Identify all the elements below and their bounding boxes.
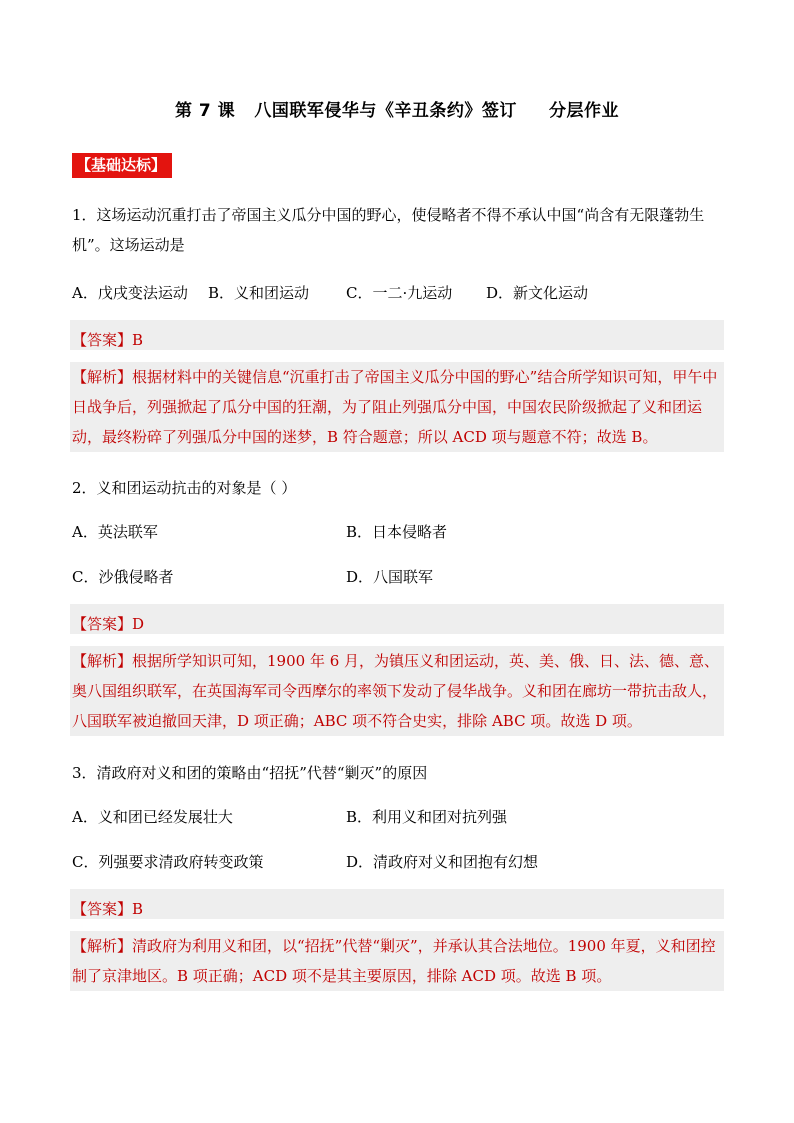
- explanation-text: 清政府为利用义和团，以“招抚”代替“剿灭”，并承认其合法地位。1900 年夏，义和团控制了京津地区。B 项正确；ACD 项不是其主要原因，排除 ACD 项。故选 B 项。: [72, 937, 716, 985]
- question-3-option-b: B．利用义和团对抗列强: [346, 808, 508, 826]
- question-2-option-c: C．沙俄侵略者: [72, 568, 174, 586]
- question-1-stem: 1．这场运动沉重打击了帝国主义瓜分中国的野心，使侵略者不得不承认中国“尚含有无限蓬勃生机”。这场运动是: [72, 206, 705, 254]
- explain-label: 【解析】: [72, 937, 133, 955]
- question-3-stem: 3．清政府对义和团的策略由“招抚”代替“剿灭”的原因: [72, 764, 428, 782]
- question-2-option-d: D．八国联军: [346, 568, 434, 586]
- question-1-solution: [70, 320, 724, 452]
- question-2-stem: 2．义和团运动抗击的对象是（ ）: [72, 479, 297, 497]
- question-1-answer: [70, 320, 724, 350]
- question-2-option-b: B．日本侵略者: [346, 523, 448, 541]
- question-3-explanation: [70, 931, 724, 991]
- answer-label: 【答案】: [72, 900, 133, 918]
- page-title: 第 7 课 八国联军侵华与《辛丑条约》签订 分层作业: [174, 101, 619, 121]
- question-1-option-d: D．新文化运动: [486, 284, 589, 302]
- question-2-solution: [70, 604, 724, 736]
- question-1-option-c: C．一二·九运动: [346, 284, 453, 302]
- question-2-option-a: A．英法联军: [72, 523, 158, 541]
- explain-label: 【解析】: [72, 652, 133, 670]
- explain-label: 【解析】: [72, 368, 133, 386]
- explanation-text: 根据所学知识可知，1900 年 6 月，为镇压义和团运动，英、美、俄、日、法、德、意、奥八国组织联军，在英国海军司令西摩尔的率领下发动了侵华战争。义和团在廊坊一带抗击敌人，八国联军被迫撤回天津，D 项正确；ABC 项不符合史实，排除 ABC 项。故选 D 项。: [72, 652, 720, 730]
- answer-value: B: [132, 900, 144, 918]
- answer-label: 【答案】: [72, 615, 133, 633]
- question-3-answer: [70, 889, 724, 919]
- answer-value: D: [132, 615, 145, 633]
- question-1-option-a: A．戊戌变法运动: [72, 284, 188, 302]
- explanation-text: 根据材料中的关键信息“沉重打击了帝国主义瓜分中国的野心”结合所学知识可知，甲午中日战争后，列强掀起了瓜分中国的狂潮，为了阻止列强瓜分中国，中国农民阶级掀起了义和团运动，最终粉碎了列强瓜分中国的迷梦，B 符合题意；所以 ACD 项与题意不符；故选 B。: [72, 368, 718, 446]
- question-3-option-d: D．清政府对义和团抱有幻想: [346, 853, 539, 871]
- question-3-option-a: A．义和团已经发展壮大: [72, 808, 233, 826]
- answer-label: 【答案】: [72, 331, 133, 349]
- question-3-option-c: C．列强要求清政府转变政策: [72, 853, 264, 871]
- section-badge: 【基础达标】: [72, 153, 172, 178]
- question-2-answer: [70, 604, 724, 634]
- question-1-explanation: [70, 362, 724, 452]
- question-3-solution: [70, 889, 724, 991]
- question-1-option-b: B．义和团运动: [208, 284, 310, 302]
- question-2-explanation: [70, 646, 724, 736]
- answer-value: B: [132, 331, 144, 349]
